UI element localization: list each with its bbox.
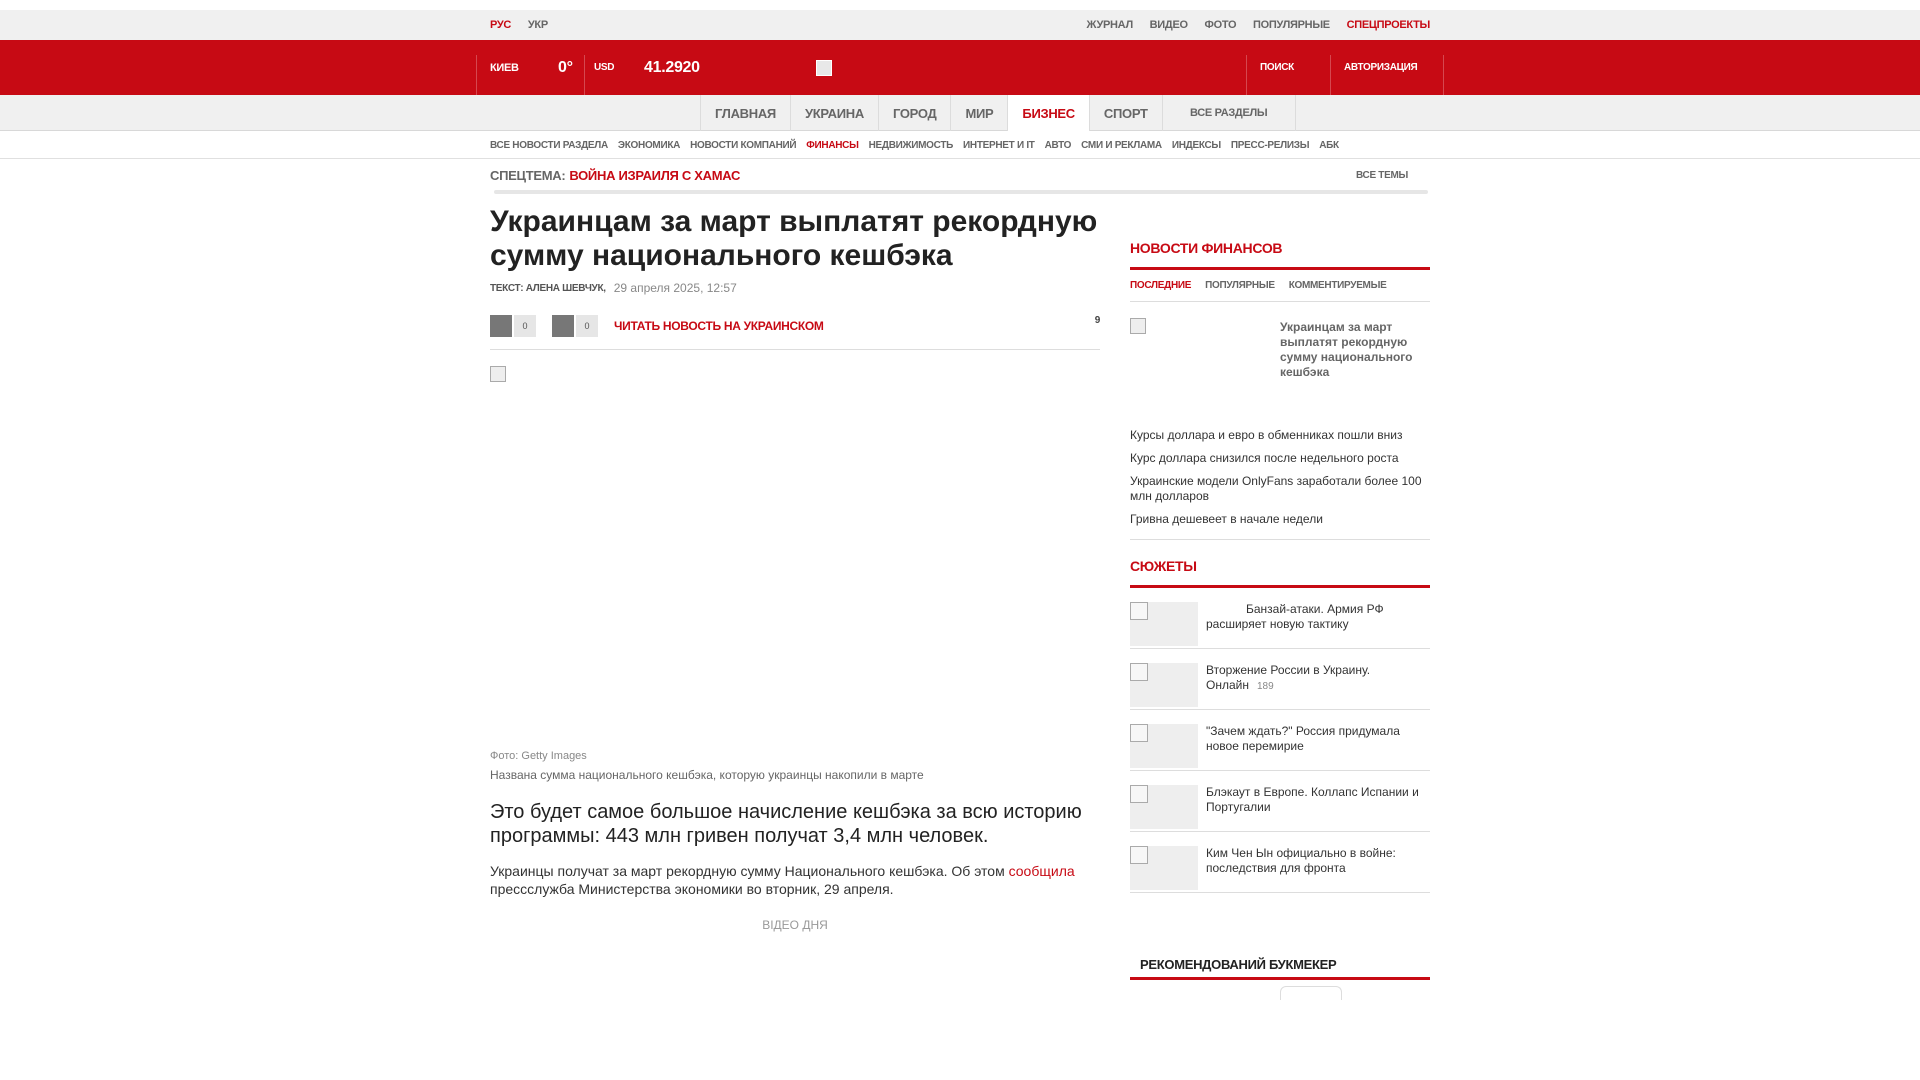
special-projects-link[interactable]: СПЕЦПРОЕКТЫ	[1346, 19, 1430, 31]
story-title[interactable]: Ким Чен Ын официально в войне: последствия для фронта	[1206, 846, 1396, 875]
subnav-real-estate[interactable]: НЕДВИЖИМОСТЬ	[868, 139, 954, 151]
subnav-company-news[interactable]: НОВОСТИ КОМПАНИЙ	[690, 139, 797, 151]
nav-ukraine[interactable]: УКРАИНА	[790, 95, 878, 131]
subnav-indexes[interactable]: ИНДЕКСЫ	[1171, 139, 1221, 151]
story-thumbnail[interactable]	[1130, 846, 1198, 890]
site-logo[interactable]	[816, 60, 832, 76]
sidebar	[1130, 240, 1430, 893]
featured-news[interactable]	[1130, 318, 1430, 428]
subnav-press-releases[interactable]: ПРЕСС-РЕЛИЗЫ	[1230, 139, 1310, 151]
article-body	[490, 862, 1100, 898]
tab-latest[interactable]: ПОСЛЕДНИЕ	[1130, 280, 1192, 291]
nav-all-sections[interactable]: ВСЕ РАЗДЕЛЫ	[1162, 95, 1296, 131]
currency-label: USD	[594, 62, 615, 73]
subnav-internet-it[interactable]: ИНТЕРНЕТ И IT	[963, 139, 1035, 151]
site-header	[0, 40, 1920, 95]
video-of-day-label: ВІДЕО ДНЯ	[762, 918, 828, 932]
main-nav	[0, 95, 1920, 131]
login-button[interactable]: АВТОРИЗАЦИЯ	[1344, 62, 1418, 73]
list-item[interactable]: Курс доллара снизился после недельного роста	[1130, 451, 1399, 465]
article	[490, 205, 1100, 932]
story-thumbnail[interactable]	[1130, 785, 1198, 829]
photo-caption: Названа сумма национального кешбэка, которую украинцы накопили в марте	[490, 768, 924, 782]
news-list	[1130, 428, 1430, 540]
story-item[interactable]	[1130, 649, 1430, 710]
nav-business[interactable]: БИЗНЕС	[1007, 95, 1088, 131]
share-count: 0	[514, 315, 536, 337]
list-item[interactable]: Курсы доллара и евро в обменниках пошли вниз	[1130, 428, 1403, 442]
lang-ru-link[interactable]: РУС	[490, 19, 512, 31]
body-text: Украинцы получат за март рекордную сумму Национального кешбэка. Об этом	[490, 863, 1009, 879]
story-item[interactable]	[1130, 832, 1430, 893]
special-topic-bar	[490, 160, 1430, 190]
story-thumbnail[interactable]	[1130, 663, 1198, 707]
story-item[interactable]	[1130, 588, 1430, 649]
divider	[494, 190, 1428, 194]
story-thumbnail[interactable]	[1130, 602, 1198, 646]
city-label[interactable]: КИЕВ	[490, 61, 519, 74]
nav-main[interactable]: ГЛАВНАЯ	[700, 95, 790, 131]
story-title[interactable]: "Зачем ждать?" Россия придумала новое перемирие	[1206, 724, 1400, 753]
story-title[interactable]: Вторжение России в Украину. Онлайн	[1206, 663, 1371, 692]
list-item[interactable]: Украинские модели OnlyFans заработали более 100 млн долларов	[1130, 474, 1422, 503]
special-topic-label: СПЕЦТЕМА:	[490, 167, 566, 183]
subnav-economy[interactable]: ЭКОНОМИКА	[617, 139, 681, 151]
top-bar	[0, 10, 1920, 40]
list-item[interactable]: Гривна дешевеет в начале недели	[1130, 512, 1323, 526]
read-in-ukrainian-link[interactable]: ЧИТАТЬ НОВОСТЬ НА УКРАИНСКОМ	[614, 319, 824, 333]
tab-popular[interactable]: ПОПУЛЯРНЫЕ	[1205, 280, 1275, 291]
photo-link[interactable]: ФОТО	[1204, 19, 1237, 31]
article-lead: Это будет самое большое начисление кешбэка за всю историю программы: 443 млн гривен получат 3,4 млн человек.	[490, 801, 1082, 847]
body-text: прессслужба Министерства экономики во вторник, 29 апреля.	[490, 881, 894, 897]
photo-credit: Фото: Getty Images	[490, 750, 587, 762]
journal-link[interactable]: ЖУРНАЛ	[1086, 19, 1133, 31]
share-bar	[490, 315, 1100, 339]
subnav-finance[interactable]: ФИНАНСЫ	[806, 139, 859, 151]
telegram-share-icon[interactable]	[552, 315, 574, 337]
article-photo	[490, 366, 1100, 748]
sub-nav	[0, 131, 1920, 159]
subnav-media[interactable]: СМИ И РЕКЛАМА	[1081, 139, 1162, 151]
article-title: Украинцам за март выплатят рекордную сумму национального кешбэка	[490, 205, 1098, 272]
story-title[interactable]: Блэкаут в Европе. Коллапс Испании и Португалии	[1206, 785, 1419, 814]
article-date: 29 апреля 2025, 12:57	[613, 281, 737, 295]
story-count: 189	[1256, 681, 1274, 692]
article-author[interactable]: ТЕКСТ: АЛЕНА ШЕВЧУК,	[490, 282, 606, 294]
nav-sport[interactable]: СПОРТ	[1089, 95, 1162, 131]
broken-image-icon	[490, 366, 506, 382]
facebook-share-icon[interactable]	[490, 315, 512, 337]
currency-rate[interactable]: 41.2920	[644, 58, 700, 76]
story-thumbnail[interactable]	[1130, 724, 1198, 768]
nav-world[interactable]: МИР	[950, 95, 1007, 131]
weather-temp[interactable]: 0°	[558, 58, 573, 76]
share-count: 0	[576, 315, 598, 337]
bookmaker-heading: РЕКОМЕНДОВАНИЙ БУКМЕКЕР	[1130, 952, 1430, 980]
subnav-abk[interactable]: АБК	[1319, 139, 1339, 151]
special-topic-link[interactable]: ВОЙНА ИЗРАИЛЯ С ХАМАС	[569, 167, 741, 183]
video-link[interactable]: ВИДЕО	[1149, 19, 1188, 31]
subnav-auto[interactable]: АВТО	[1044, 139, 1072, 151]
source-link[interactable]: сообщила	[1008, 863, 1075, 879]
bookmaker-widget[interactable]	[1280, 986, 1342, 1000]
search-button[interactable]: ПОИСК	[1260, 62, 1294, 73]
stories-heading[interactable]: СЮЖЕТЫ	[1130, 558, 1430, 588]
finance-news-heading[interactable]: НОВОСТИ ФИНАНСОВ	[1130, 240, 1430, 270]
divider	[490, 349, 1100, 350]
comments-count[interactable]: 9	[1094, 315, 1100, 326]
news-tabs	[1130, 270, 1430, 302]
all-topics-link[interactable]: ВСЕ ТЕМЫ	[1355, 169, 1408, 181]
story-item[interactable]	[1130, 710, 1430, 771]
subnav-all-news[interactable]: ВСЕ НОВОСТИ РАЗДЕЛА	[490, 139, 608, 151]
nav-city[interactable]: ГОРОД	[878, 95, 951, 131]
story-title[interactable]: Банзай-атаки. Армия РФ расширяет новую тактику	[1206, 602, 1384, 631]
broken-image-icon	[1130, 318, 1146, 334]
featured-news-title[interactable]: Украинцам за март выплатят рекордную сумму национального кешбэка	[1280, 320, 1413, 379]
tab-commented[interactable]: КОММЕНТИРУЕМЫЕ	[1288, 280, 1387, 291]
lang-ua-link[interactable]: УКР	[527, 19, 548, 31]
story-item[interactable]	[1130, 771, 1430, 832]
popular-link[interactable]: ПОПУЛЯРНЫЕ	[1253, 19, 1330, 31]
